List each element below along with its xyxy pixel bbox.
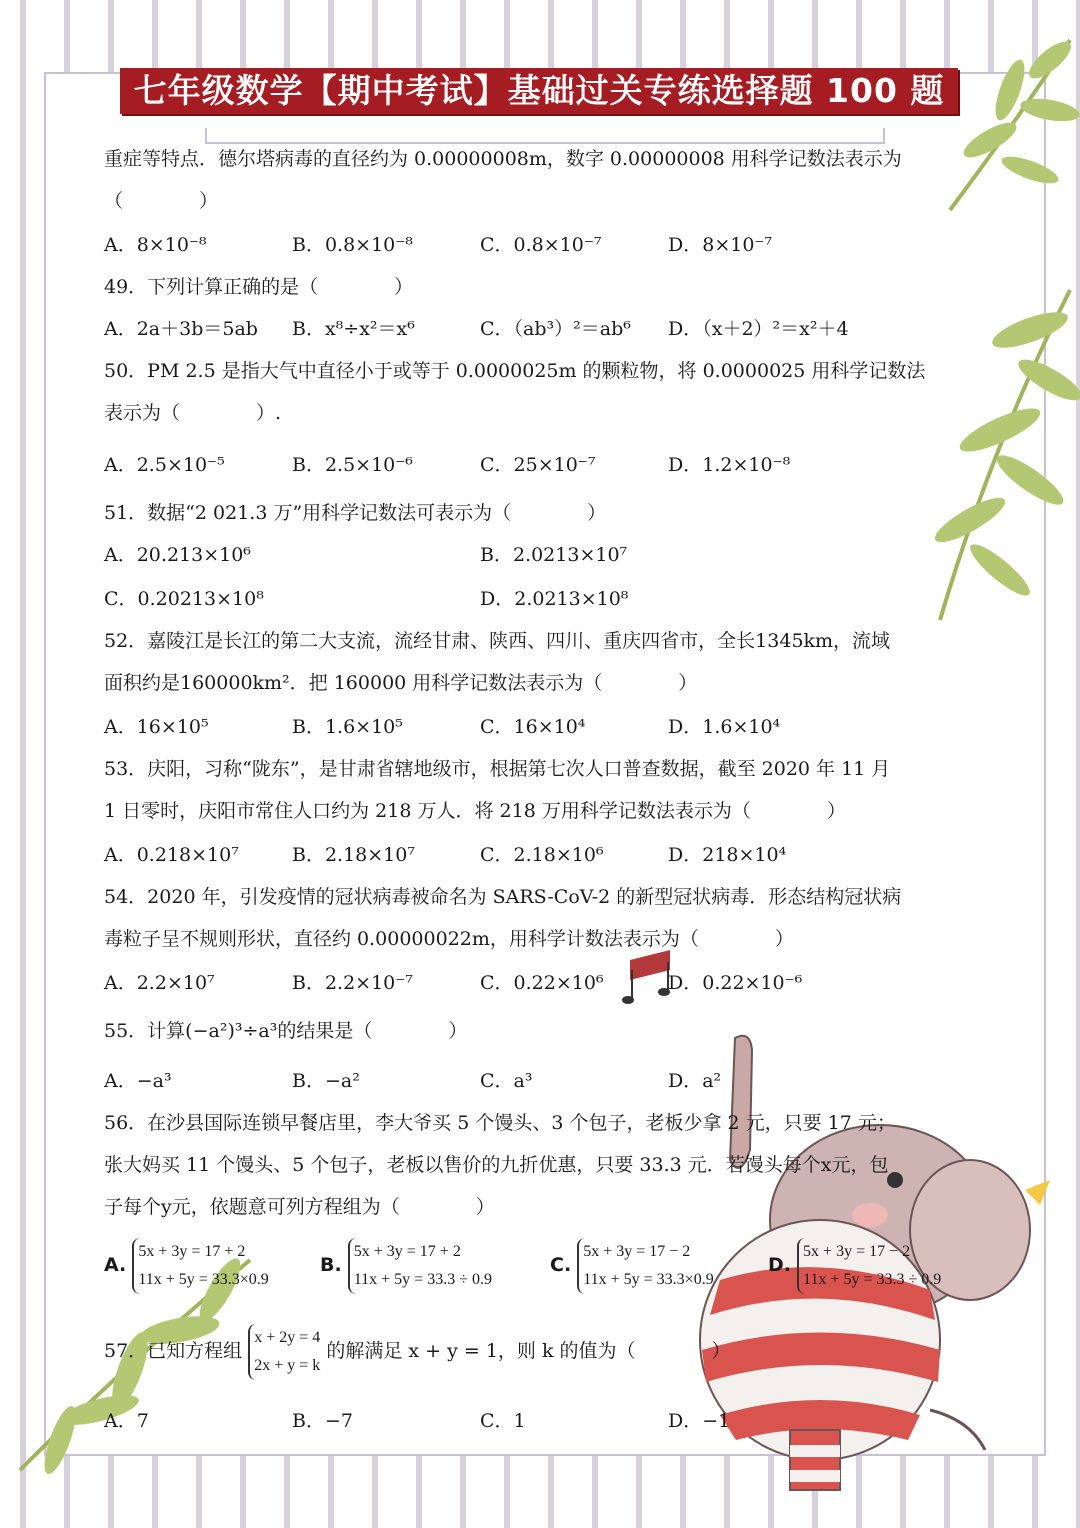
q56-b-eq2: 11x + 5y = 33.3 ÷ 0.9 [353,1271,492,1288]
q54-stem-line2: 毒粒子呈不规则形状，直径约 0.00000022m，用科学计数法表示为（ ） [104,928,794,950]
q51-option-c: C．0.20213×10⁸ [104,588,264,610]
q56-option-d-system [797,1238,941,1294]
q55-option-c: C．a³ [480,1070,533,1092]
q54-option-b: B．2.2×10⁻⁷ [292,972,413,994]
q55-option-d: D．a² [668,1070,722,1092]
q56-a-eq1: 5x + 3y = 17 + 2 [138,1243,246,1260]
q49-option-a: A．2a＋3b＝5ab [104,318,258,340]
q53-option-b: B．2.18×10⁷ [292,844,415,866]
q52-option-c: C．16×10⁴ [480,716,586,738]
q56-option-a [104,1238,269,1294]
q54-option-c: C．0.22×10⁶ [480,972,604,994]
q53-stem-line2: 1 日零时，庆阳市常住人口约为 218 万人．将 218 万用科学记数法表示为（ ） [104,800,846,822]
q53-option-a: A．0.218×10⁷ [104,844,239,866]
q57-eq1: x + 2y = 4 [254,1329,321,1346]
q57-stem-pre: 57．已知方程组 [104,1340,243,1362]
q48-option-c: C．0.8×10⁻⁷ [480,234,602,256]
q56-a-eq2: 11x + 5y = 33.3×0.9 [138,1271,269,1288]
page-title: 七年级数学【期中考试】基础过关专练选择题 100 题 [120,68,958,114]
q51-option-b: B．2.0213×10⁷ [480,544,628,566]
q48-stem: 重症等特点．德尔塔病毒的直径约为 0.00000008m，数字 0.00000008 用科学记数法表示为 [104,148,902,170]
q51-stem: 51．数据“2 021.3 万”用科学记数法可表示为（ ） [104,502,607,524]
q55-stem: 55．计算(−a²)³÷a³的结果是（ ） [104,1020,468,1042]
q50-option-b: B．2.5×10⁻⁶ [292,454,413,476]
q56-option-c-system [577,1238,713,1294]
q56-stem-line3: 子每个y元，依题意可列方程组为（ ） [104,1196,495,1218]
q48-option-d: D．8×10⁻⁷ [668,234,773,256]
q56-b-eq1: 5x + 3y = 17 + 2 [353,1243,461,1260]
q48-option-b: B．0.8×10⁻⁸ [292,234,413,256]
q56-option-c-label: C. [550,1254,572,1276]
q56-option-d [768,1238,941,1294]
q57-option-b: B．−7 [292,1410,353,1432]
q53-option-d: D．218×10⁴ [668,844,787,866]
q49-option-c: C．（ab³）²＝ab⁶ [480,318,631,340]
q56-stem-line2: 张大妈买 11 个馒头、5 个包子，老板以售价的九折优惠，只要 33.3 元．若馒头每个x元，包 [104,1154,889,1176]
title-underline [205,128,885,144]
q49-option-d: D．（x＋2）²＝x²＋4 [668,318,849,340]
q56-stem-line1: 56．在沙县国际连锁早餐店里，李大爷买 5 个馒头、3 个包子，老板少拿 2 元，只要 17 元； [104,1112,896,1134]
q49-option-b: B．x⁸÷x²＝x⁶ [292,318,415,340]
q56-c-eq2: 11x + 5y = 33.3×0.9 [583,1271,714,1288]
q53-stem-line1: 53．庆阳，习称“陇东”，是甘肃省辖地级市，根据第七次人口普查数据，截至 2020 年 11 月 [104,758,891,780]
leaf-branch-right-icon [900,270,1080,630]
q57-stem [104,1324,731,1380]
q56-option-b [320,1238,492,1294]
q52-option-b: B．1.6×10⁵ [292,716,403,738]
q57-option-d: D．−1 [668,1410,731,1432]
q56-option-a-label: A. [104,1254,127,1276]
q54-option-a: A．2.2×10⁷ [104,972,215,994]
q57-option-c: C．1 [480,1410,526,1432]
q56-d-eq2: 11x + 5y = 33.3 ÷ 0.9 [803,1271,942,1288]
q50-option-d: D．1.2×10⁻⁸ [668,454,791,476]
q57-option-a: A．7 [104,1410,149,1432]
q56-option-d-label: D. [768,1254,791,1276]
q51-option-a: A．20.213×10⁶ [104,544,251,566]
q50-stem-line1: 50．PM 2.5 是指大气中直径小于或等于 0.0000025m 的颗粒物，将 0.0000025 用科学记数法 [104,360,926,382]
q55-option-a: A．−a³ [104,1070,172,1092]
q52-stem-line1: 52．嘉陵江是长江的第二大支流，流经甘肃、陕西、四川、重庆四省市，全长1345km，流域 [104,630,891,652]
q50-stem-line2: 表示为（ ）. [104,402,282,424]
q54-option-d: D．0.22×10⁻⁶ [668,972,803,994]
leaf-branch-top-right-icon [930,20,1080,220]
q57-stem-post: 的解满足 x + y = 1，则 k 的值为（ ） [326,1340,731,1362]
q56-d-eq1: 5x + 3y = 17 − 2 [803,1243,911,1260]
q50-option-a: A．2.5×10⁻⁵ [104,454,225,476]
q48-option-a: A．8×10⁻⁸ [104,234,207,256]
q57-eq2: 2x + y = k [254,1357,321,1374]
q54-stem-line1: 54．2020 年，引发疫情的冠状病毒被命名为 SARS-CoV-2 的新型冠状病毒．形态结构冠状病 [104,886,902,908]
q56-option-b-system [348,1238,492,1294]
q55-option-b: B．−a² [292,1070,360,1092]
q51-option-d: D．2.0213×10⁸ [480,588,629,610]
q53-option-c: C．2.18×10⁶ [480,844,604,866]
q49-stem: 49．下列计算正确的是（ ） [104,276,414,298]
q52-stem-line2: 面积约是160000km²．把 160000 用科学记数法表示为（ ） [104,672,698,694]
q50-option-c: C．25×10⁻⁷ [480,454,596,476]
q52-option-d: D．1.6×10⁴ [668,716,781,738]
q48-paren: （ ） [104,190,219,212]
q56-c-eq1: 5x + 3y = 17 − 2 [583,1243,691,1260]
q57-system [248,1324,320,1380]
q52-option-a: A．16×10⁵ [104,716,209,738]
q56-option-a-system [132,1238,268,1294]
q56-option-b-label: B. [320,1254,342,1276]
q56-option-c [550,1238,714,1294]
